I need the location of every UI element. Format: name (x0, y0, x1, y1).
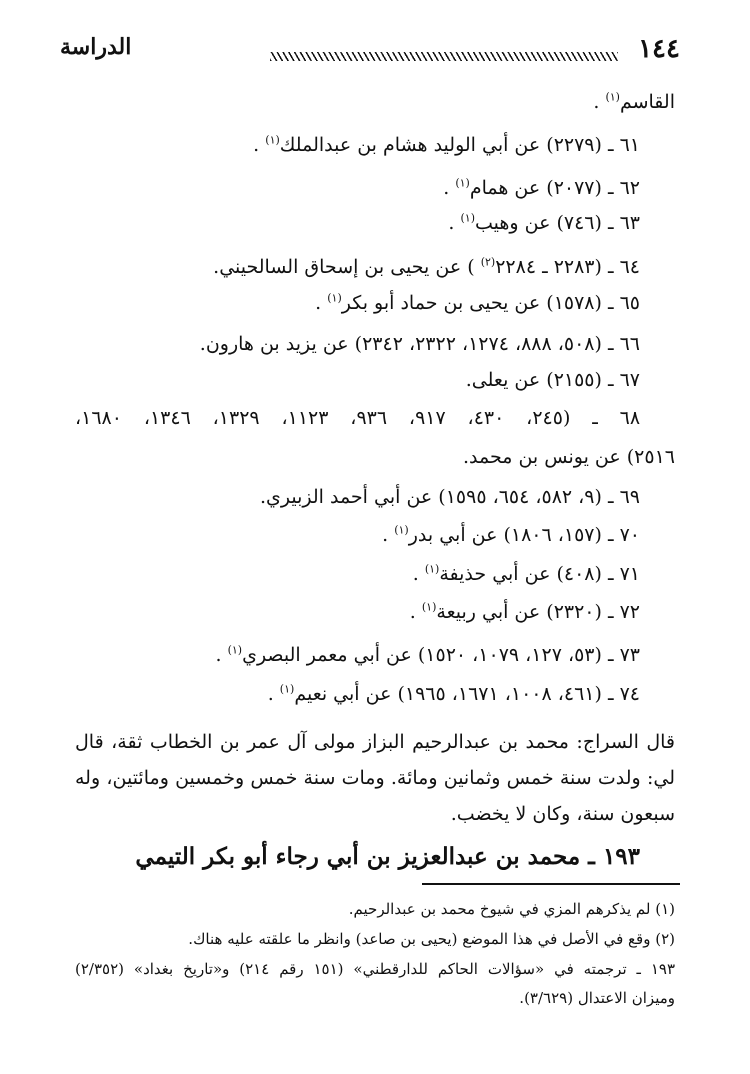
running-title: الدراسة (60, 34, 132, 60)
footnote: (١) لم يذكرهم المزي في شيوخ محمد بن عبدالرحيم. (348, 900, 675, 918)
line-tail: . (253, 134, 266, 156)
line-text: ٧٢ ـ (٢٣٢٠) عن أبي ربيعة (436, 601, 640, 623)
line-text: ٦٩ ـ (٩، ٥٨٢، ٦٥٤، ١٥٩٥) عن أبي أحمد الزبيري. (259, 486, 640, 508)
list-item (200, 330, 640, 358)
list-item (443, 174, 640, 202)
line-text: ٧٠ ـ (١٥٧، ١٨٠٦) عن أبي بدر (408, 524, 640, 546)
line-text: ٦٧ ـ (٢١٥٥) عن يعلى. (465, 369, 640, 391)
line-tail: . (382, 524, 395, 546)
list-item (75, 404, 640, 432)
footnote-ref: (١) (455, 176, 470, 190)
footnote: وميزان الاعتدال (٣/٦٢٩). (519, 989, 675, 1007)
line-tail: . (443, 177, 456, 199)
line-tail: . (412, 563, 425, 585)
quote-line: لي: ولدت سنة خمس وثمانين ومائة. ومات سنة خمس وخمسين ومائتين، وله (75, 767, 675, 789)
list-item (213, 253, 640, 281)
footnote-ref: (١) (421, 600, 437, 614)
list-item (382, 521, 640, 549)
list-item (260, 483, 640, 511)
footnote-ref: (١) (227, 643, 243, 657)
footnote-ref: (١) (460, 211, 475, 225)
line-text: ٦١ ـ (٢٢٧٩) عن أبي الوليد هشام بن عبدالملك (279, 134, 640, 156)
page-number: ١٤٤ (638, 34, 680, 64)
footnote-ref: (١) (424, 562, 440, 576)
footnote-ref: (١) (605, 90, 620, 104)
list-item (466, 366, 640, 394)
list-item (448, 209, 640, 237)
line-tail: . (215, 644, 228, 666)
line-tail: . (409, 601, 422, 623)
list-item (268, 680, 640, 708)
quote-line: سبعون سنة، وكان لا يخضب. (450, 803, 675, 825)
line-text: القاسم (619, 91, 675, 113)
footnote-ref: (١) (394, 523, 409, 537)
line-tail: . (315, 292, 328, 314)
list-item (413, 560, 640, 588)
line-text: ٧١ ـ (٤٠٨) عن أبي حذيفة (439, 563, 640, 585)
line-text: ٢٥١٦) عن يونس بن محمد. (462, 446, 675, 468)
list-item (215, 641, 640, 669)
line-tail: ) عن يحيى بن إسحاق السالحيني. (213, 256, 481, 278)
list-item (410, 598, 640, 626)
quote-line: قال السراج: محمد بن عبدالرحيم البزاز مولى آل عمر بن الخطاب ثقة، قال (75, 731, 675, 753)
line-tail: . (448, 212, 461, 234)
line-text: ٧٤ ـ (٤٦١، ١٠٠٨، ١٦٧١، ١٩٦٥) عن أبي نعيم (294, 683, 640, 705)
list-item (253, 131, 640, 159)
footnote-divider (422, 883, 680, 885)
line-text: ٦٣ ـ (٧٤٦) عن وهيب (475, 212, 640, 234)
footnote-ref: (١) (327, 291, 342, 305)
line-text: ٦٥ ـ (١٥٧٨) عن يحيى بن حماد أبو بكر (341, 292, 640, 314)
intro-line (593, 88, 675, 116)
line-text: ٦٢ ـ (٢٠٧٧) عن همام (469, 177, 640, 199)
footnote: ١٩٣ ـ ترجمته في «سؤالات الحاكم للدارقطني» (١٥١ رقم ٢١٤) و«تاريخ بغداد» (٢/٣٥٢) (75, 960, 675, 978)
list-item (315, 289, 640, 317)
list-item (463, 443, 675, 471)
line-text: ٦٦ ـ (٥٠٨، ٨٨٨، ١٢٧٤، ٢٣٢٢، ٢٣٤٢) عن يزيد بن هارون. (199, 333, 640, 355)
line-text: ٦٨ ـ (٢٤٥، ٤٣٠، ٩١٧، ٩٣٦، ١١٢٣، ١٣٢٩، ١٣٤٦، ١٦٨٠، (75, 407, 641, 429)
page-header (60, 30, 680, 70)
line-tail: . (267, 683, 280, 705)
footnote-ref: (٢) (480, 255, 496, 269)
footnote: (٢) وقع في الأصل في هذا الموضع (يحيى بن صاعد) وانظر ما علقته عليه هناك. (188, 930, 675, 948)
entry-heading: ١٩٣ ـ محمد بن عبدالعزيز بن أبي رجاء أبو بكر التيمي (135, 843, 640, 870)
footnote-ref: (١) (265, 133, 280, 147)
line-text: ٦٤ ـ (٢٢٨٣ ـ ٢٢٨٤ (495, 256, 640, 278)
footnote-ref: (١) (279, 682, 295, 696)
line-tail: . (593, 91, 606, 113)
header-hatched-rule (270, 52, 618, 61)
line-text: ٧٣ ـ (٥٣، ١٢٧، ١٠٧٩، ١٥٢٠) عن أبي معمر البصري (242, 644, 640, 666)
